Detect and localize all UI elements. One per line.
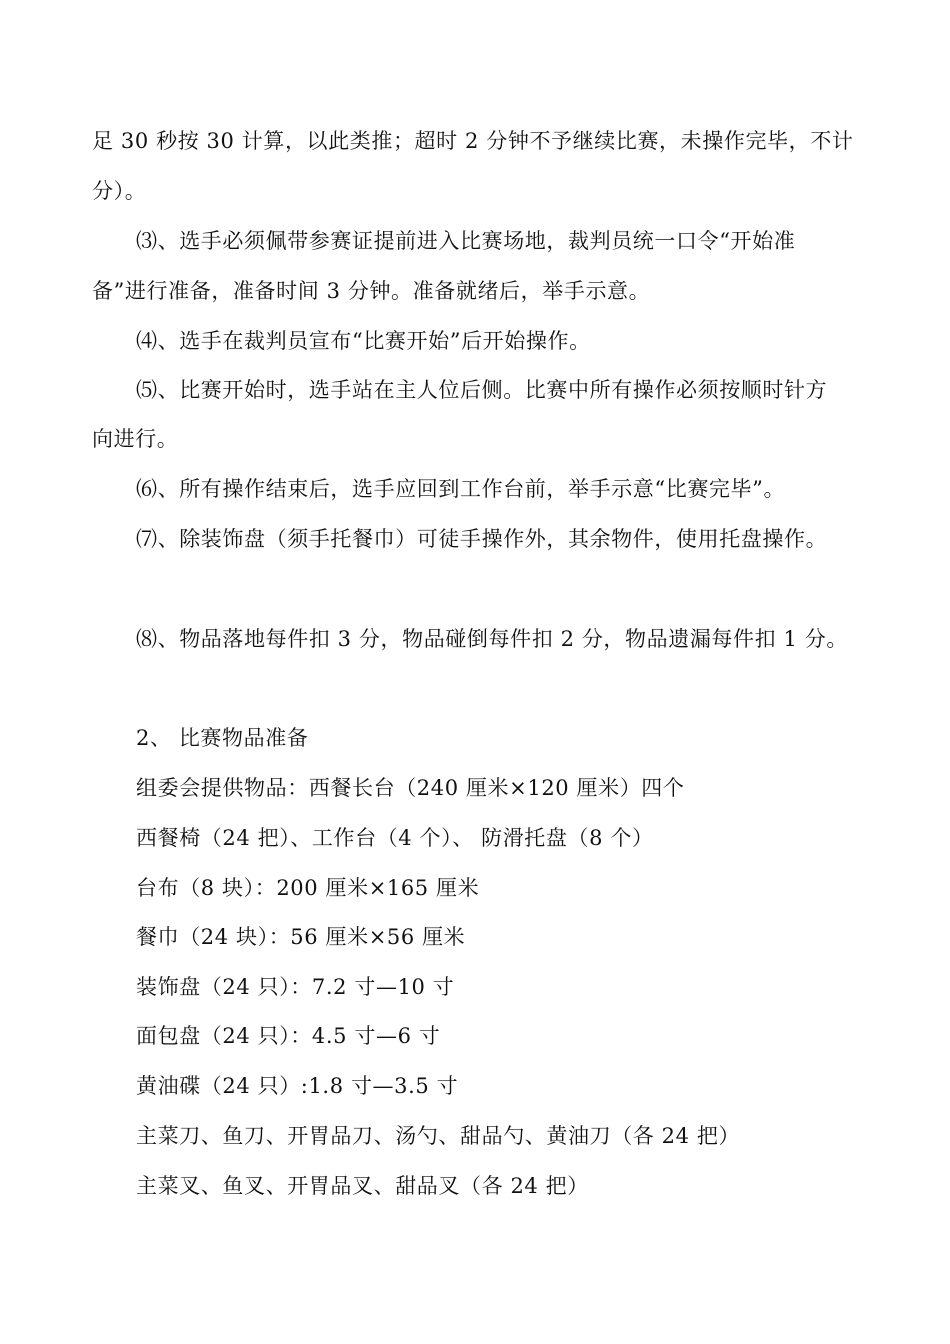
paragraph-line: ⑸、比赛开始时，选手站在主人位后侧。比赛中所有操作必须按顺时针方 <box>136 378 828 402</box>
section-heading: 2、 比赛物品准备 <box>136 726 309 750</box>
list-item: 台布（8 块）：200 厘米×165 厘米 <box>136 876 480 900</box>
paragraph-line: 备”进行准备，准备时间 3 分钟。准备就绪后，举手示意。 <box>92 279 651 303</box>
list-item: 组委会提供物品：西餐长台（240 厘米×120 厘米）四个 <box>136 776 685 800</box>
list-item: 主菜刀、鱼刀、开胃品刀、汤勺、甜品勺、黄油刀（各 24 把） <box>136 1124 741 1148</box>
list-item: 面包盘（24 只）：4.5 寸—6 寸 <box>136 1024 441 1048</box>
paragraph-line: ⑹、所有操作结束后，选手应回到工作台前，举手示意“比赛完毕”。 <box>136 477 786 501</box>
paragraph-line: ⑶、选手必须佩带参赛证提前进入比赛场地，裁判员统一口令“开始准 <box>136 229 796 253</box>
list-item: 餐巾（24 块）：56 厘米×56 厘米 <box>136 925 466 949</box>
list-item: 主菜叉、鱼叉、开胃品叉、甜品叉（各 24 把） <box>136 1174 589 1198</box>
list-item: 装饰盘（24 只）：7.2 寸—10 寸 <box>136 975 455 999</box>
list-item: 西餐椅（24 把）、工作台（4 个）、 防滑托盘（8 个） <box>136 826 654 850</box>
paragraph-line: 足 30 秒按 30 计算，以此类推；超时 2 分钟不予继续比赛，未操作完毕，不计 <box>92 129 854 153</box>
paragraph-line: ⑷、选手在裁判员宣布“比赛开始”后开始操作。 <box>136 329 591 353</box>
paragraph-line: 向进行。 <box>92 427 179 451</box>
paragraph-line: ⑺、除装饰盘（须手托餐巾）可徒手操作外，其余物件，使用托盘操作。 <box>136 527 828 551</box>
paragraph-line: ⑻、物品落地每件扣 3 分，物品碰倒每件扣 2 分，物品遗漏每件扣 1 分。 <box>136 627 848 651</box>
paragraph-line: 分）。 <box>92 179 147 203</box>
list-item: 黄油碟（24 只）:1.8 寸—3.5 寸 <box>136 1074 459 1098</box>
